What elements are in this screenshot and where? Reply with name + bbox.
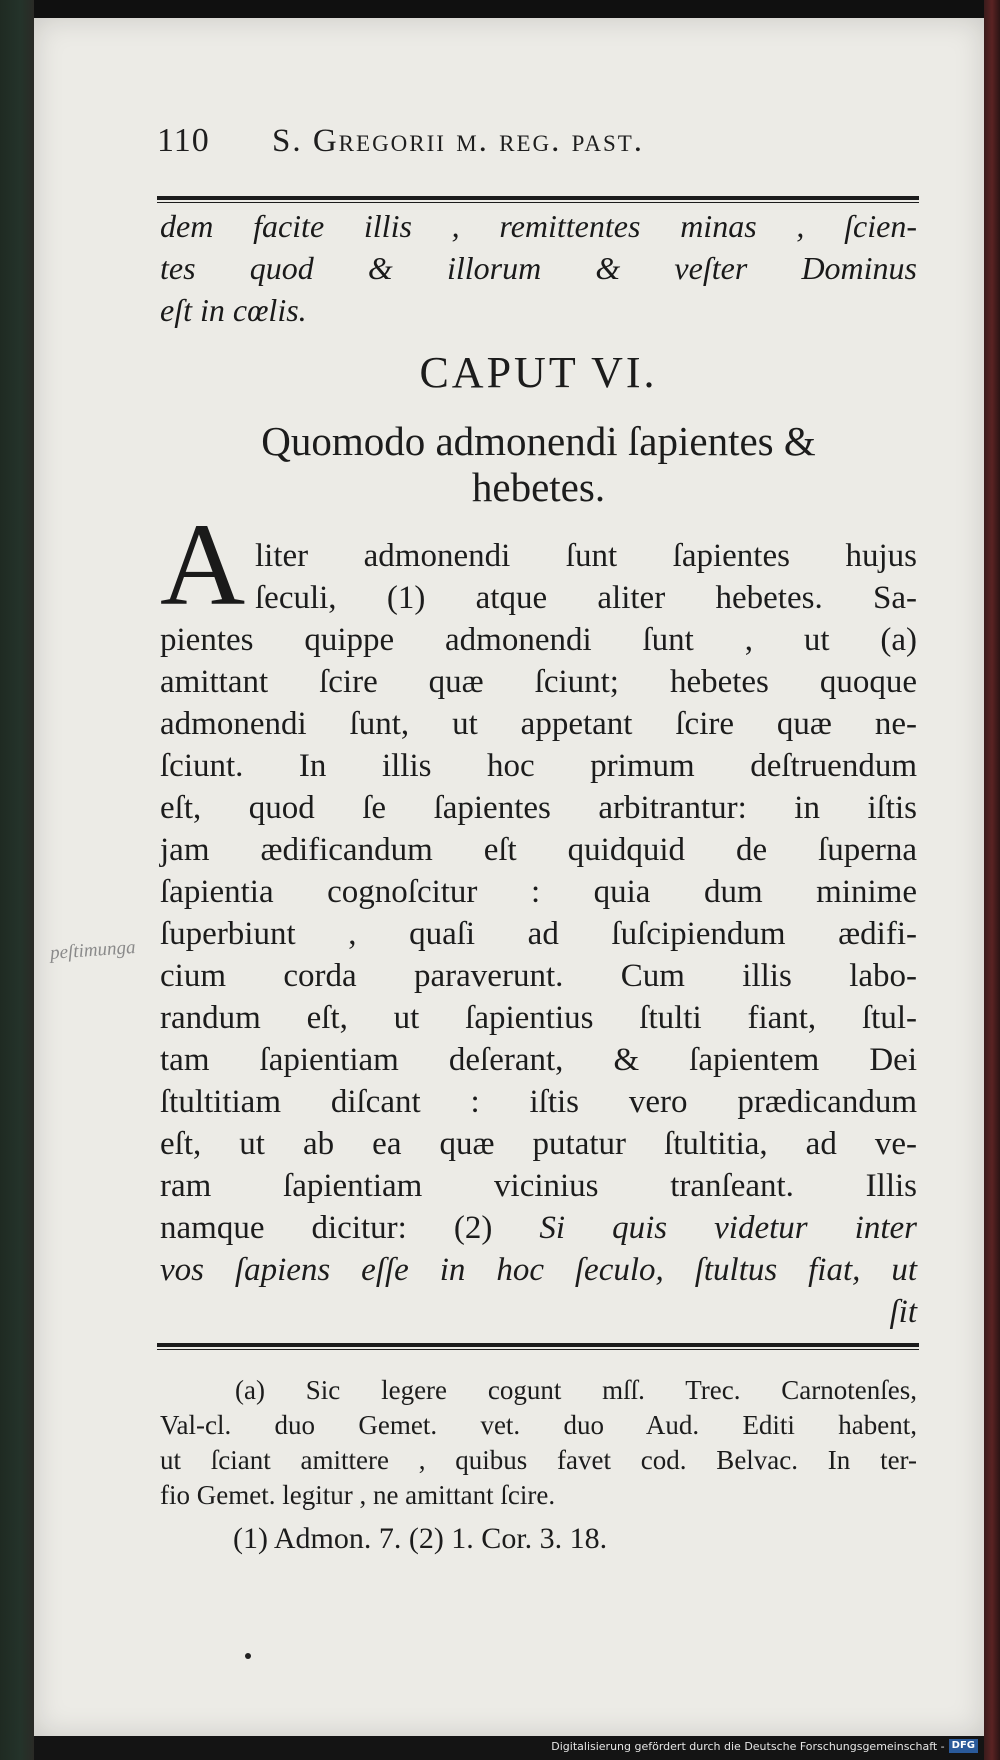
chapter-title xyxy=(160,418,917,510)
body-line: ſuperbiunt , quaſi ad ſuſcipiendum ædifi- xyxy=(160,916,917,952)
chapter-title-line: Quomodo admonendi ſapientes & xyxy=(261,418,816,464)
footnote-rule xyxy=(157,1343,919,1350)
body-line: ſciunt. In illis hoc primum deſtruendum xyxy=(160,748,917,784)
running-title: S. Gregorii m. reg. past. xyxy=(272,123,645,159)
handwritten-margin-note: peſtimunga xyxy=(49,936,137,964)
continuation-line: dem facite illis , remittentes minas , ſcien- xyxy=(160,208,917,244)
footnote-line: Val-cl. duo Gemet. vet. duo Aud. Editi habent, xyxy=(160,1410,917,1440)
body-text-roman: namque dicitur: (2) xyxy=(160,1210,493,1246)
book-binding xyxy=(0,0,34,1760)
scripture-quote: Si quis videtur inter xyxy=(539,1210,917,1246)
running-head xyxy=(157,122,917,172)
continuation-line: eſt in cœlis. xyxy=(160,292,307,328)
header-rule xyxy=(157,196,919,203)
body-line: cium corda paraverunt. Cum illis labo- xyxy=(160,958,917,994)
footnote-line: ut ſciant amittere , quibus favet cod. Belvac. In ter- xyxy=(160,1445,917,1475)
scan-top-edge xyxy=(0,0,1000,18)
chapter-title-line: hebetes. xyxy=(471,464,606,510)
credit-text: Digitalisierung gefördert durch die Deutsche Forschungsgemeinschaft - xyxy=(551,1739,945,1753)
digitization-credit xyxy=(551,1738,978,1754)
body-line: ſtultitiam diſcant : iſtis vero prædicandum xyxy=(160,1084,917,1120)
dfg-logo: DFG xyxy=(949,1739,978,1753)
body-line-mixed xyxy=(160,1208,917,1248)
body-line: ſeculi, (1) atque aliter hebetes. Sa- xyxy=(255,580,917,616)
body-line: ſapientia cognoſcitur : quia dum minime xyxy=(160,874,917,910)
continuation-line: tes quod & illorum & veſter Dominus xyxy=(160,250,917,286)
catchword: ſit xyxy=(889,1294,917,1330)
footnote-line: fio Gemet. legitur , ne amittant ſcire. xyxy=(160,1480,556,1510)
body-line: admonendi ſunt, ut appetant ſcire quæ ne- xyxy=(160,706,917,742)
body-line: jam ædificandum eſt quidquid de ſuperna xyxy=(160,832,917,868)
body-line: pientes quippe admonendi ſunt , ut (a) xyxy=(160,622,917,658)
body-line: ram ſapientiam vicinius tranſeant. Illis xyxy=(160,1168,917,1204)
scripture-references: (1) Admon. 7. (2) 1. Cor. 3. 18. xyxy=(233,1522,608,1555)
footnote-line: (a) Sic legere cogunt mſſ. Trec. Carnotenſes, xyxy=(235,1375,917,1405)
body-line: randum eſt, ut ſapientius ſtulti fiant, ſtul- xyxy=(160,1000,917,1036)
body-line: amittant ſcire quæ ſciunt; hebetes quoque xyxy=(160,664,917,700)
ink-dot xyxy=(245,1653,251,1659)
body-line: liter admonendi ſunt ſapientes hujus xyxy=(255,538,917,574)
scripture-quote-line: vos ſapiens eſſe in hoc ſeculo, ſtultus fiat, ut xyxy=(160,1252,917,1288)
body-line: eſt, ut ab ea quæ putatur ſtultitia, ad ve- xyxy=(160,1126,917,1162)
drop-cap: A xyxy=(160,499,246,630)
body-line: eſt, quod ſe ſapientes arbitrantur: in iſtis xyxy=(160,790,917,826)
body-line: tam ſapientiam deſerant, & ſapientem Dei xyxy=(160,1042,917,1078)
chapter-heading: CAPUT VI. xyxy=(419,348,658,397)
page-number: 110 xyxy=(157,122,210,159)
book-cover-edge xyxy=(984,0,1000,1760)
